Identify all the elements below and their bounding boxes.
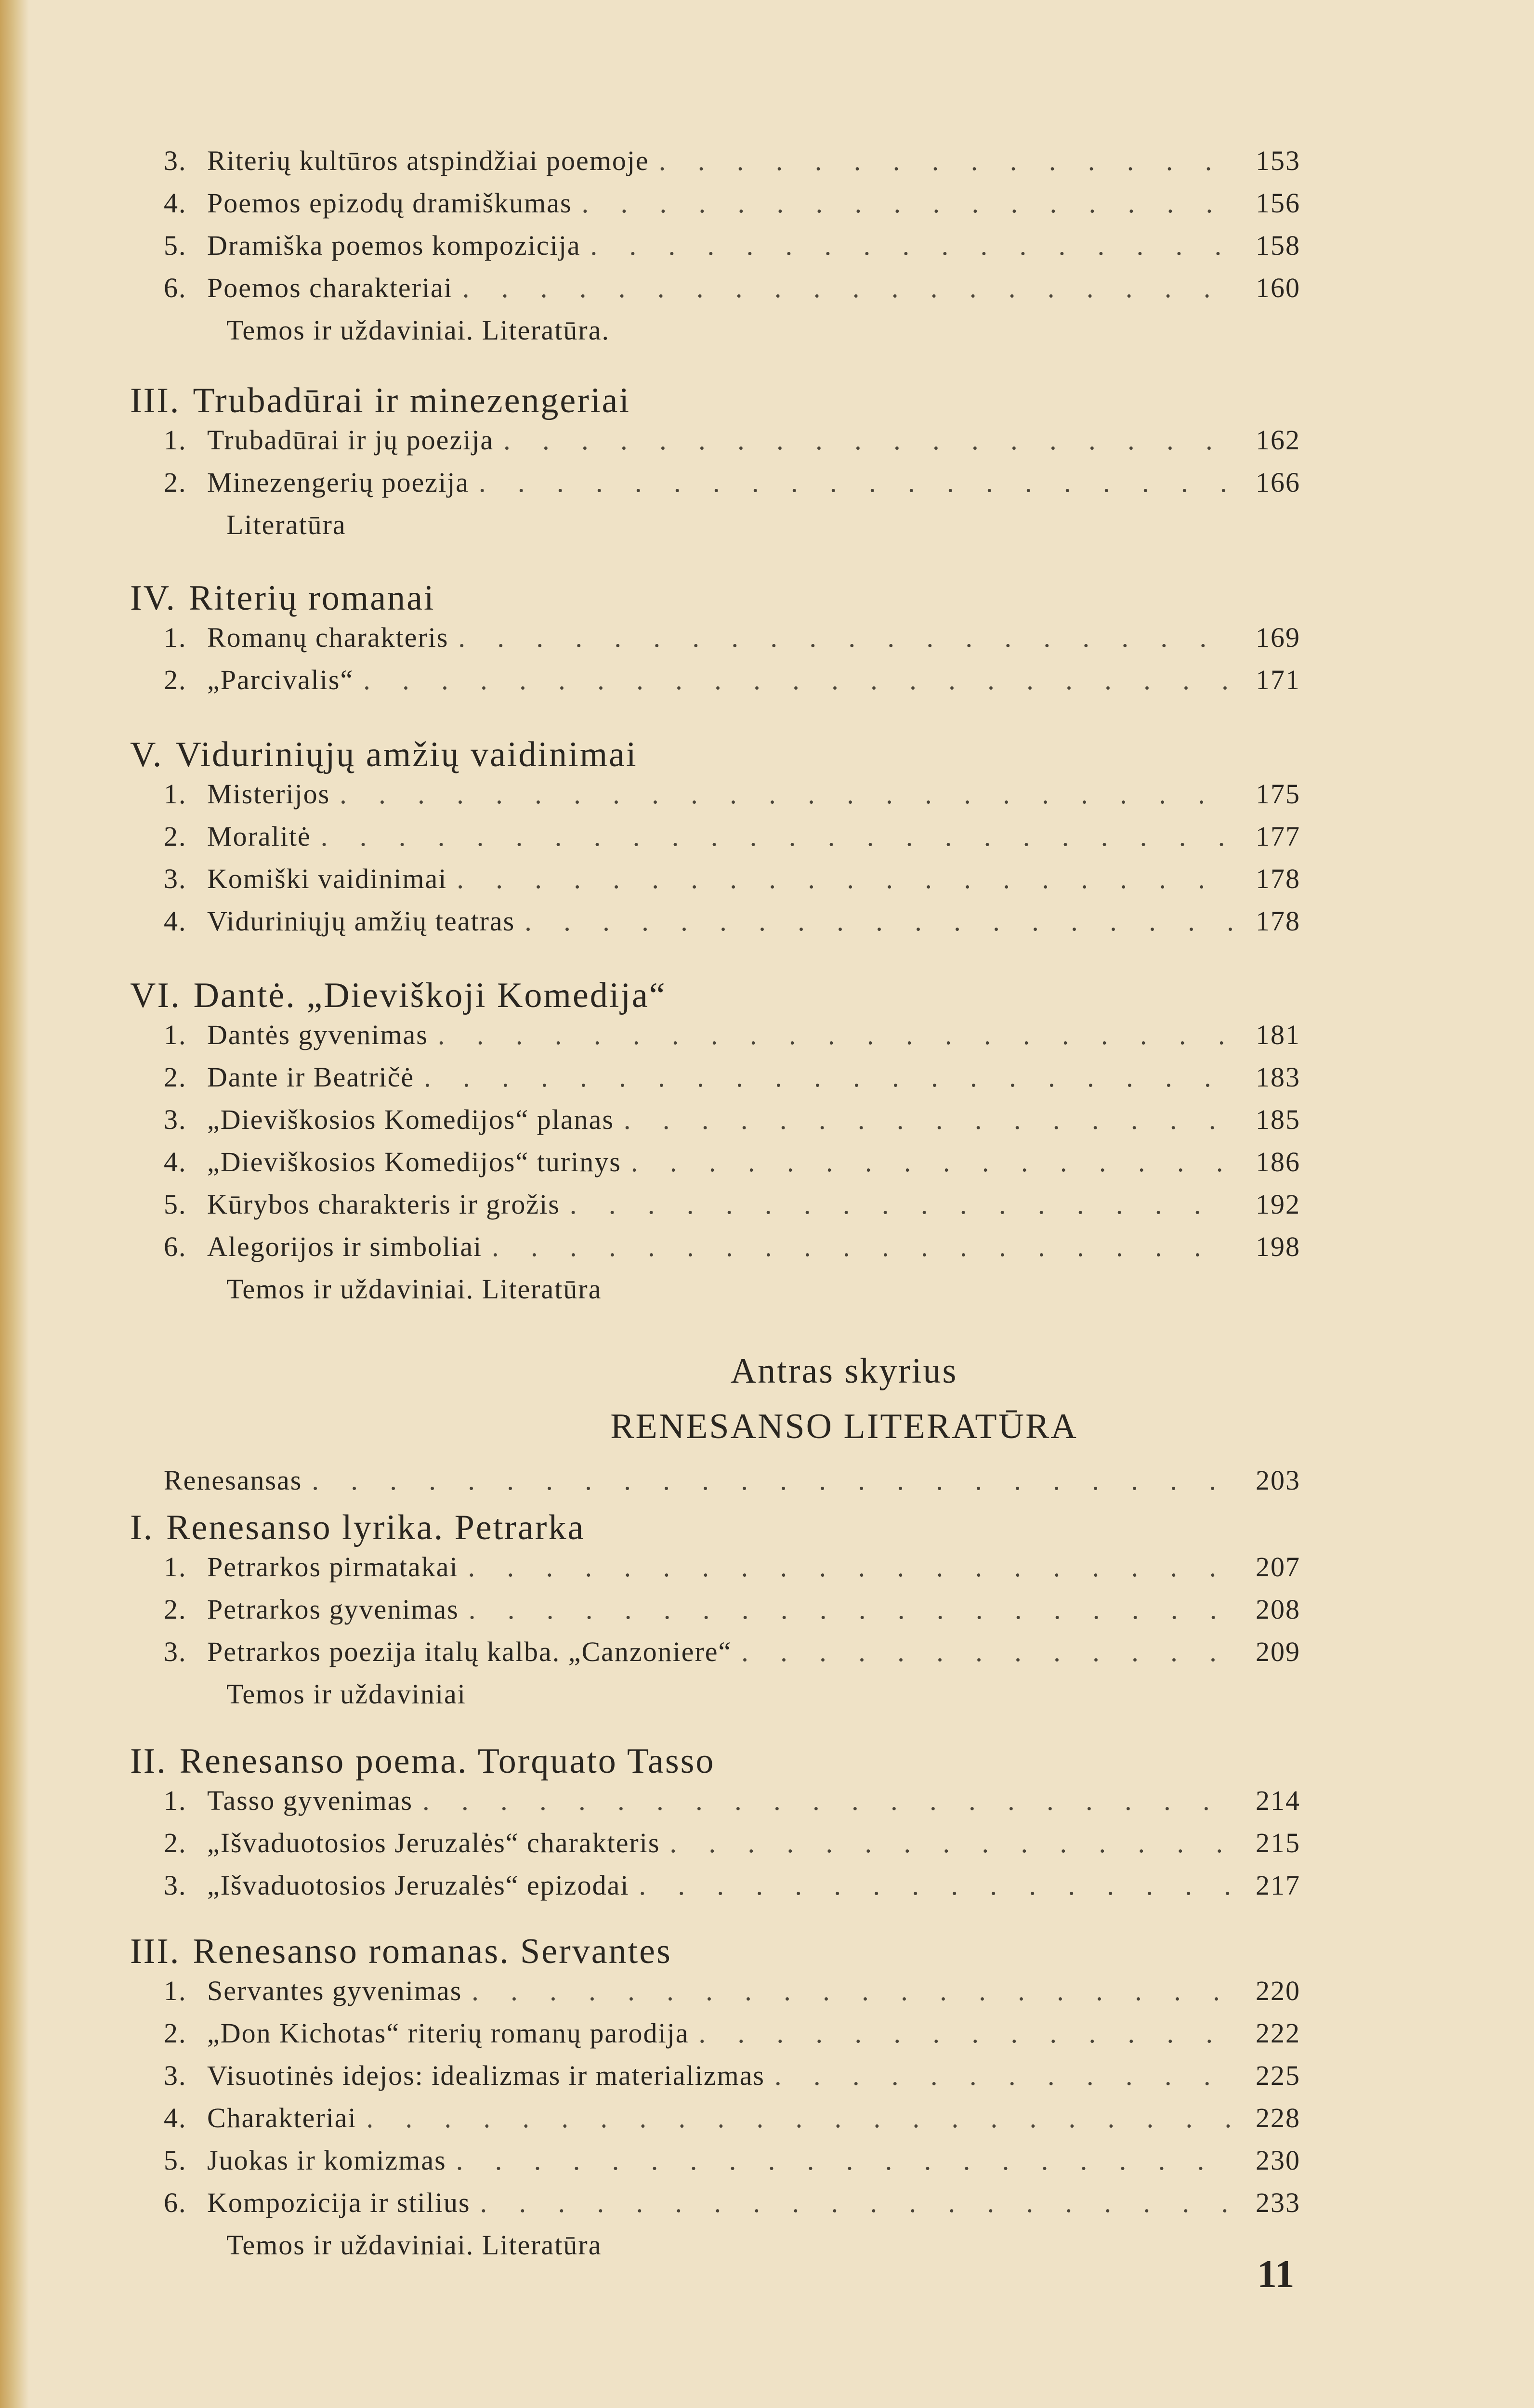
toc-entry-title: Poemos charakteriai: [207, 272, 453, 303]
dot-leader: [698, 2017, 1233, 2049]
toc-entry: [164, 1551, 1300, 1583]
toc-note: Temos ir uždaviniai. Literatūra: [226, 1273, 602, 1305]
chapter-numeral: III.: [130, 1932, 181, 1971]
dot-leader: [524, 905, 1233, 937]
dot-leader: [631, 1146, 1233, 1178]
dot-leader: [590, 229, 1233, 262]
toc-entry: [164, 2144, 1300, 2176]
toc-entry-title: Dramiška poemos kompozicija: [207, 230, 581, 261]
chapter-title: Renesanso poema. Torquato Tasso: [179, 1741, 715, 1781]
toc-entry-page: 230: [1256, 2145, 1300, 2176]
toc-entry: [164, 778, 1300, 810]
chapter-heading: [130, 380, 630, 421]
toc-entry-title: Charakteriai: [207, 2102, 357, 2133]
dot-leader: [774, 2059, 1233, 2092]
toc-entry-page: 169: [1256, 622, 1300, 653]
chapter-title: Renesanso lyrika. Petrarka: [166, 1508, 585, 1547]
toc-entry-title: Servantes gyvenimas: [207, 1975, 462, 2006]
toc-entry: [164, 2017, 1300, 2049]
chapter-heading: [130, 578, 435, 619]
dot-leader: [480, 2186, 1233, 2219]
dot-leader: [363, 664, 1233, 696]
toc-entry-page: 220: [1256, 1975, 1300, 2006]
toc-entry-title: „Išvaduotosios Jeruzalės“ charakteris: [207, 1827, 660, 1858]
toc-entry-page: 186: [1256, 1146, 1300, 1178]
toc-entry-page: 178: [1256, 863, 1300, 894]
dot-leader: [570, 1188, 1233, 1220]
toc-entry: [164, 2102, 1300, 2134]
dot-leader: [424, 1061, 1233, 1093]
toc-entry: [164, 144, 1300, 177]
toc-entry-title: Minezengerių poezija: [207, 467, 470, 498]
toc-entry: [164, 424, 1300, 456]
dot-leader: [582, 187, 1233, 219]
toc-entry-title: Visuotinės idejos: idealizmas ir materializmas: [207, 2060, 765, 2091]
toc-entry: [164, 820, 1300, 852]
dot-leader: [321, 820, 1233, 852]
part-title: RENESANSO LITERATŪRA: [610, 1407, 1078, 1446]
toc-entry-page: 208: [1256, 1594, 1300, 1625]
toc-entry-title: Petrarkos pirmatakai: [207, 1551, 459, 1583]
dot-leader: [468, 1551, 1233, 1583]
toc-entry: [164, 229, 1300, 262]
toc-entry-page: 183: [1256, 1061, 1300, 1093]
toc-entry-title: Romanų charakteris: [207, 622, 449, 653]
toc-entry-number: 3.: [164, 1870, 187, 1901]
dot-leader: [472, 1975, 1233, 2007]
toc-note: Temos ir uždaviniai. Literatūra.: [226, 314, 610, 346]
toc-entry-title: „Dieviškosios Komedijos“ turinys: [207, 1146, 621, 1178]
toc-entry-title: Viduriniųjų amžių teatras: [207, 905, 515, 937]
chapter-title: Dantė. „Dieviškoji Komedija“: [193, 976, 667, 1015]
chapter-title: Riterių romanai: [189, 578, 435, 618]
toc-entry: [164, 187, 1300, 219]
chapter-title: Viduriniųjų amžių vaidinimai: [175, 735, 638, 774]
toc-entry-page: 233: [1256, 2187, 1300, 2218]
toc-entry-number: 6.: [164, 2187, 187, 2218]
toc-entry-page: 192: [1256, 1189, 1300, 1220]
toc-entry-number: 6.: [164, 1231, 187, 1262]
chapter-numeral: II.: [130, 1741, 167, 1781]
chapter-heading: [130, 1507, 585, 1548]
toc-entry-title: „Parcivalis“: [207, 664, 354, 695]
toc-entry: [164, 1636, 1300, 1668]
chapter-heading: [130, 975, 667, 1016]
toc-entry-number: 2.: [164, 821, 187, 852]
chapter-heading: [130, 1741, 715, 1782]
dot-leader: [639, 1869, 1233, 1901]
toc-entry-title: Dante ir Beatričė: [207, 1061, 415, 1093]
toc-entry-page: 158: [1256, 230, 1300, 261]
toc-entry-number: 1.: [164, 1975, 187, 2006]
toc-entry-number: 3.: [164, 1104, 187, 1135]
chapter-numeral: VI.: [130, 976, 181, 1015]
toc-entry-number: 2.: [164, 1594, 187, 1625]
page-number: 11: [1257, 2252, 1295, 2296]
toc-entry-page: 207: [1256, 1551, 1300, 1583]
toc-entry-number: 2.: [164, 664, 187, 695]
chapter-numeral: IV.: [130, 578, 177, 618]
chapter-numeral: I.: [130, 1508, 154, 1547]
toc-entry-title: Misterijos: [207, 778, 330, 810]
toc-entry-page: 156: [1256, 187, 1300, 219]
toc-entry-page: 178: [1256, 905, 1300, 937]
toc-entry: [164, 1230, 1300, 1263]
dot-leader: [457, 863, 1233, 895]
toc-entry-title: Dantės gyvenimas: [207, 1019, 428, 1050]
toc-entry-number: 1.: [164, 1019, 187, 1050]
toc-entry-number: 2.: [164, 467, 187, 498]
toc-entry-number: 1.: [164, 424, 187, 456]
toc-entry: [164, 1975, 1300, 2007]
toc-entry-page: 162: [1256, 424, 1300, 456]
chapter-title: Renesanso romanas. Servantes: [193, 1932, 672, 1971]
toc-entry-page: 222: [1256, 2017, 1300, 2049]
toc-entry-page: 203: [1256, 1465, 1300, 1496]
toc-entry-number: 3.: [164, 1636, 187, 1667]
dot-leader: [340, 778, 1233, 810]
toc-entry-title: Kūrybos charakteris ir grožis: [207, 1189, 560, 1220]
toc-entry-page: 166: [1256, 467, 1300, 498]
dot-leader: [624, 1103, 1233, 1136]
toc-entry-title: Kompozicija ir stilius: [207, 2187, 471, 2218]
chapter-numeral: V.: [130, 735, 163, 774]
dot-leader: [462, 272, 1233, 304]
toc-note: Temos ir uždaviniai: [226, 1678, 466, 1710]
toc-entry-title: Alegorijos ir simboliai: [207, 1231, 483, 1262]
chapter-heading: [130, 734, 638, 775]
toc-entry-number: 4.: [164, 905, 187, 937]
dot-leader: [367, 2102, 1233, 2134]
toc-entry: [164, 621, 1300, 654]
toc-entry: [164, 1784, 1300, 1817]
toc-entry-page: 185: [1256, 1104, 1300, 1135]
toc-entry-number: 2.: [164, 1061, 187, 1093]
toc-note: Literatūra: [226, 509, 346, 540]
toc-entry: [164, 1146, 1300, 1178]
toc-entry: [164, 863, 1300, 895]
toc-entry-number: 3.: [164, 2060, 187, 2091]
toc-entry-title: Trubadūrai ir jų poezija: [207, 424, 494, 456]
toc-entry-title: Tasso gyvenimas: [207, 1785, 413, 1816]
toc-entry-number: 4.: [164, 2102, 187, 2133]
toc-entry-number: 2.: [164, 1827, 187, 1858]
toc-entry-page: 160: [1256, 272, 1300, 303]
toc-entry-title: Juokas ir komizmas: [207, 2145, 446, 2176]
toc-entry-number: 3.: [164, 863, 187, 894]
toc-entry-page: 171: [1256, 664, 1300, 695]
dot-leader: [741, 1636, 1233, 1668]
chapter-numeral: III.: [130, 381, 181, 420]
dot-leader: [312, 1464, 1233, 1496]
toc-entry-page: 198: [1256, 1231, 1300, 1262]
dot-leader: [492, 1230, 1233, 1263]
toc-entry: [164, 1019, 1300, 1051]
toc-entry-page: 217: [1256, 1870, 1300, 1901]
toc-entry: [164, 2186, 1300, 2219]
toc-entry-number: 4.: [164, 187, 187, 219]
dot-leader: [458, 621, 1233, 654]
toc-entry: [164, 466, 1300, 498]
toc-entry-number: 5.: [164, 2145, 187, 2176]
toc-entry-title: Renesansas: [164, 1465, 302, 1496]
toc-entry-page: 225: [1256, 2060, 1300, 2091]
toc-entry-number: 5.: [164, 230, 187, 261]
toc-entry-title: Komiški vaidinimai: [207, 863, 447, 894]
toc-entry-title: „Išvaduotosios Jeruzalės“ epizodai: [207, 1870, 629, 1901]
toc-entry-number: 1.: [164, 1785, 187, 1816]
toc-entry-number: 2.: [164, 2017, 187, 2049]
toc-entry: [164, 1464, 1300, 1496]
toc-entry-page: 228: [1256, 2102, 1300, 2133]
toc-entry: [164, 1103, 1300, 1136]
toc-entry-title: Riterių kultūros atspindžiai poemoje: [207, 145, 649, 176]
dot-leader: [438, 1019, 1233, 1051]
part-title: Antras skyrius: [730, 1351, 958, 1391]
chapter-title: Trubadūrai ir minezengeriai: [193, 381, 630, 420]
dot-leader: [456, 2144, 1233, 2176]
dot-leader: [659, 144, 1233, 177]
toc-entry-page: 214: [1256, 1785, 1300, 1816]
toc-entry-number: 6.: [164, 272, 187, 303]
toc-entry: [164, 1827, 1300, 1859]
dot-leader: [422, 1784, 1233, 1817]
toc-entry: [164, 905, 1300, 937]
dot-leader: [669, 1827, 1233, 1859]
toc-entry: [164, 272, 1300, 304]
dot-leader: [503, 424, 1233, 456]
toc-entry-number: 3.: [164, 145, 187, 176]
toc-entry-number: 1.: [164, 778, 187, 810]
toc-entry-title: Petrarkos gyvenimas: [207, 1594, 459, 1625]
toc-entry: [164, 1869, 1300, 1901]
toc-entry-page: 209: [1256, 1636, 1300, 1667]
toc-entry-number: 1.: [164, 1551, 187, 1583]
toc-entry: [164, 2059, 1300, 2092]
toc-entry-title: „Don Kichotas“ riterių romanų parodija: [207, 2017, 689, 2049]
toc-entry-page: 153: [1256, 145, 1300, 176]
toc-entry-title: „Dieviškosios Komedijos“ planas: [207, 1104, 614, 1135]
toc-entry-title: Petrarkos poezija italų kalba. „Canzoniere“: [207, 1636, 732, 1667]
toc-entry-page: 215: [1256, 1827, 1300, 1858]
toc-entry-page: 177: [1256, 821, 1300, 852]
toc-entry-page: 181: [1256, 1019, 1300, 1050]
toc-entry-number: 1.: [164, 622, 187, 653]
toc-entry: [164, 1188, 1300, 1220]
toc-entry: [164, 664, 1300, 696]
toc-entry-number: 5.: [164, 1189, 187, 1220]
toc-entry: [164, 1061, 1300, 1093]
dot-leader: [479, 466, 1233, 498]
toc-entry-number: 4.: [164, 1146, 187, 1178]
toc-entry-page: 175: [1256, 778, 1300, 810]
toc-entry-title: Moralitė: [207, 821, 311, 852]
toc-entry: [164, 1593, 1300, 1625]
dot-leader: [469, 1593, 1233, 1625]
toc-note: Temos ir uždaviniai. Literatūra: [226, 2229, 602, 2261]
chapter-heading: [130, 1931, 672, 1972]
toc-entry-title: Poemos epizodų dramiškumas: [207, 187, 572, 219]
